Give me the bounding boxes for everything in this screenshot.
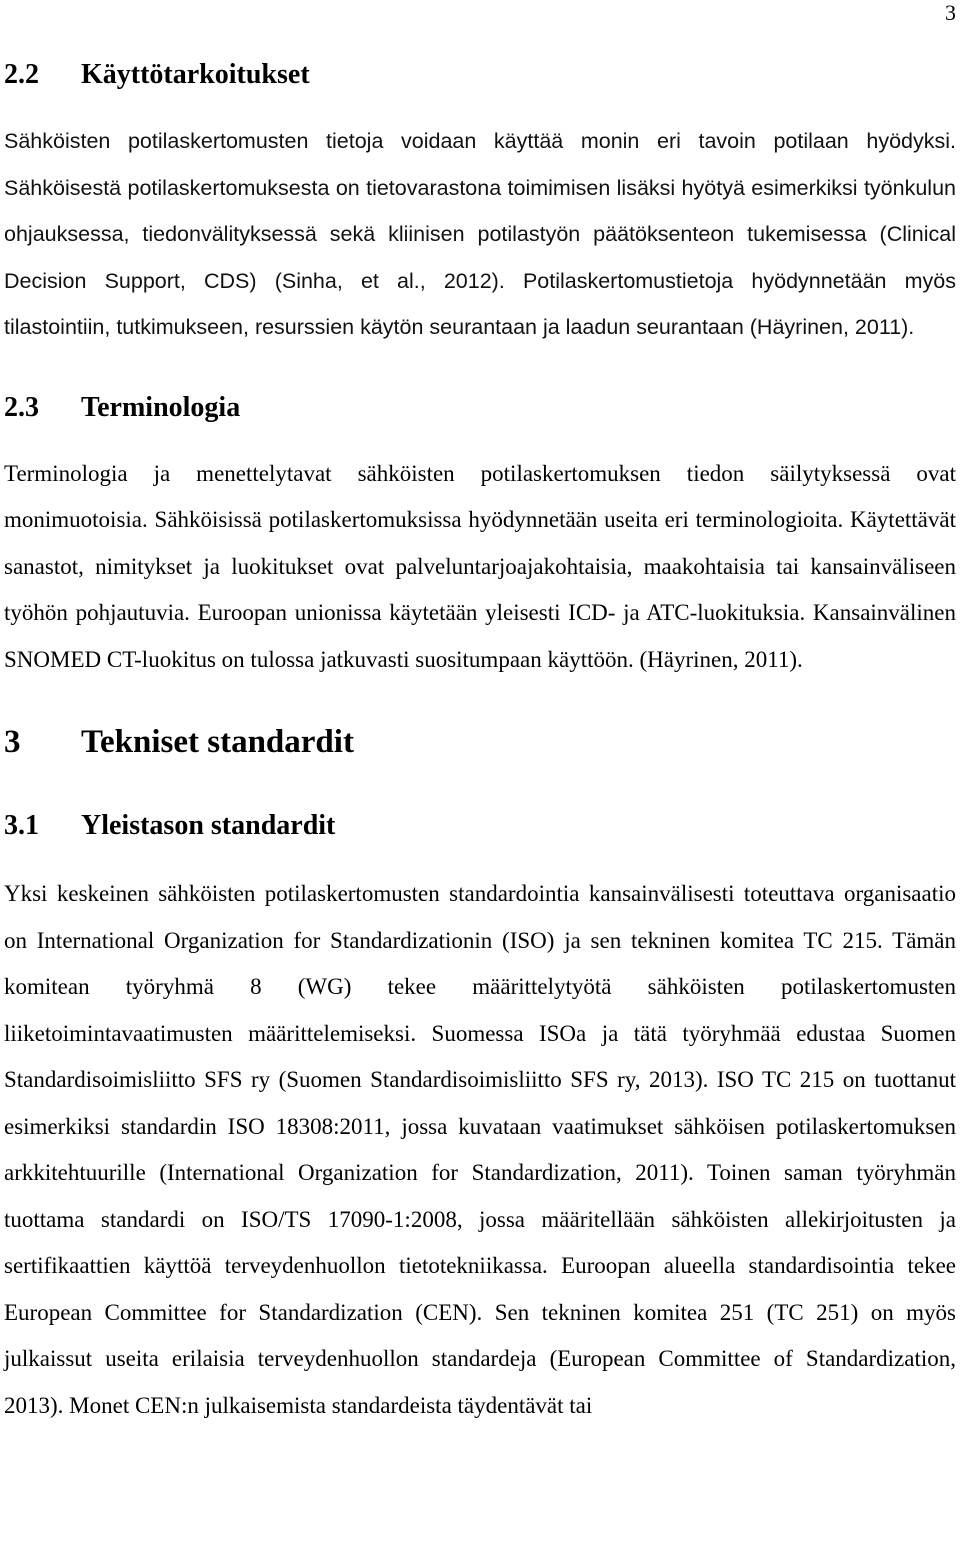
document-body [4,52,956,1429]
chapter-title: Tekniset standardit [81,724,354,760]
section-title: Käyttötarkoitukset [81,59,310,90]
paragraph-kayttotarkoitukset: Sähköisten potilaskertomusten tietoja voidaan käyttää monin eri tavoin potilaan hyödyksi. Sähköisestä potilaskertomuksesta on tietovarastona toimimisen lisäksi hyötyä esimerkiksi työnkulun ohjauksessa, tiedonvälityksessä sekä kliinisen potilastyön päätöksenteon tukemisessa (Clinical Decision Support, CDS) (Sinha, et al., 2012). Potilaskertomustietoja hyödynnetään myös tilastointiin, tutkimukseen, resurssien käytön seurantaan ja laadun seurantaan (Häyrinen, 2011). [4,129,956,339]
section-title: Yleistason standardit [81,810,336,841]
section-heading-2-2 [4,52,956,98]
paragraph-yleistason-standardit: Yksi keskeinen sähköisten potilaskertomusten standardointia kansainvälisesti toteuttava organisaatio on International Organization for Standardizationin (ISO) ja sen tekninen komitea TC 215. Tämän komitean työryhmä 8 (WG) tekee määrittelytyötä sähköisten potilaskertomusten liiketoimintavaatimusten määrittelemiseksi. Suomessa ISOa ja tätä työryhmää edustaa Suomen Standardisoimisliitto SFS ry (Suomen Standardisoimisliitto SFS ry, 2013). ISO TC 215 on tuottanut esimerkiksi standardin ISO 18308:2011, jossa kuvataan vaatimukset sähköisen potilaskertomuksen arkkitehtuurille (International Organization for Standardization, 2011). Toinen saman työryhmän tuottama standardi on ISO/TS 17090-1:2008, jossa määritellään sähköisten allekirjoitusten ja sertifikaattien käyttöä terveydenhuollon tietotekniikassa. Euroopan alueella standardisointia tekee European Committee for Standardization (CEN). Sen tekninen komitea 251 (TC 251) on myös julkaissut useita erilaisia terveydenhuollon standardeja (European Committee of Standardization, 2013). Monet CEN:n julkaisemista standardeista täydentävät tai [4,881,956,1418]
section-heading-3-1 [4,803,956,849]
page-number: 3 [945,0,956,25]
section-number: 3.1 [4,810,39,841]
section-number: 2.3 [4,391,39,423]
section-heading-2-3 [4,385,956,431]
section-title: Terminologia [81,391,241,423]
chapter-number: 3 [4,724,21,760]
section-number: 2.2 [4,59,39,90]
chapter-heading-3 [4,719,956,765]
paragraph-terminologia: Terminologia ja menettelytavat sähköisten potilaskertomuksen tiedon säilytyksessä ovat monimuotoisia. Sähköisissä potilaskertomuksissa hyödynnetään useita eri terminologioita. Käytettävät sanastot, nimitykset ja luokitukset ovat palveluntarjoajakohtaisia, maakohtaisia tai kansainväliseen työhön pohjautuvia. Euroopan unionissa käytetään yleisesti ICD- ja ATC-luokituksia. Kansainvälinen SNOMED CT-luokitus on tulossa jatkuvasti suositumpaan käyttöön. (Häyrinen, 2011). [4,460,956,672]
